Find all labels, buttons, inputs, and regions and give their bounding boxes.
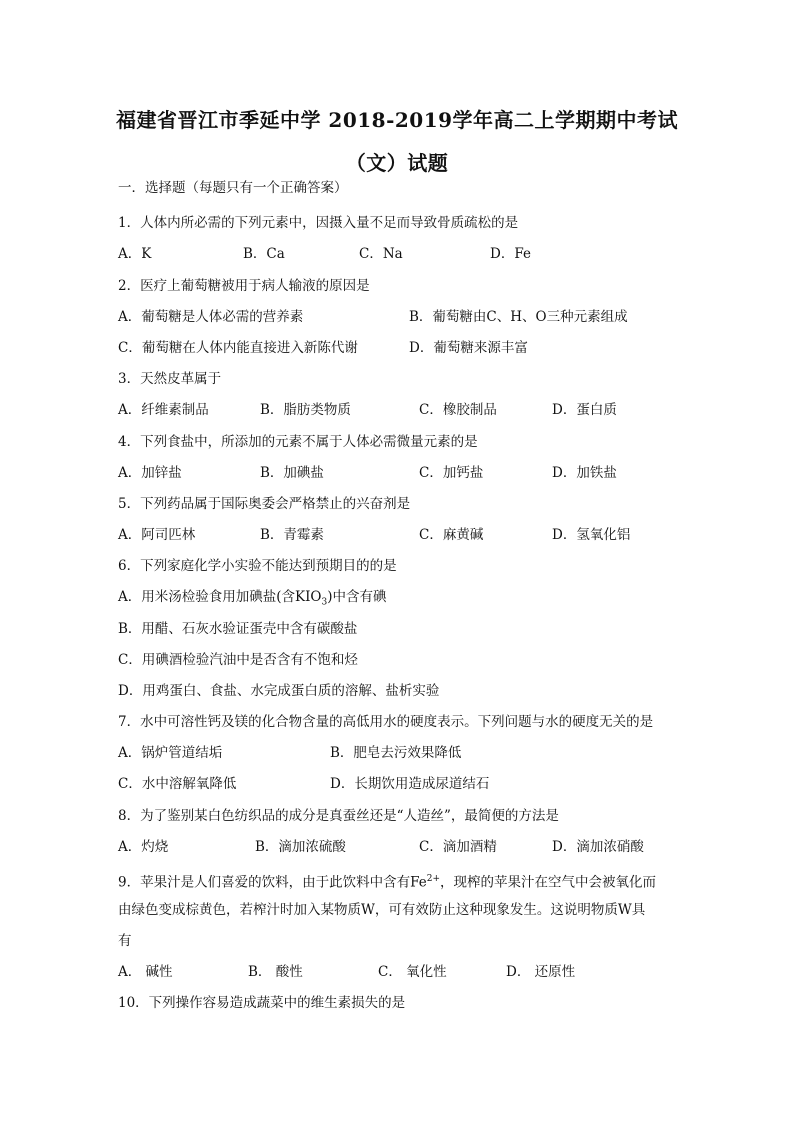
- question-9-option-c: C． 氧化性: [378, 964, 447, 980]
- question-5-option-d: D．氢氧化铝: [552, 527, 631, 543]
- question-1-option-d: D．Fe: [490, 246, 531, 262]
- question-9-stem-line1: 9．苹果汁是人们喜爱的饮料，由于此饮料中含有$Fe^{2+}$，现榨的苹果汁在空气中会被氧化而: [118, 874, 656, 891]
- question-10-stem: 10．下列操作容易造成蔬菜中的维生素损失的是: [118, 995, 406, 1011]
- question-5-stem: 5．下列药品属于国际奥委会严格禁止的兴奋剂是: [118, 496, 411, 512]
- question-4-option-c: C．加钙盐: [419, 465, 484, 481]
- question-6-stem: 6．下列家庭化学小实验不能达到预期目的的是: [118, 558, 397, 574]
- question-9-option-a: A． 碱性: [118, 964, 173, 980]
- question-2-option-b: B．葡萄糖由C、H、O三种元素组成: [409, 309, 628, 325]
- section-heading: 一．选择题（每题只有一个正确答案）: [118, 180, 348, 196]
- question-7-option-b: B．肥皂去污效果降低: [330, 745, 462, 761]
- question-6-option-a: A．用米汤检验食用加碘盐(含$KIO_3$)中含有碘: [118, 589, 387, 608]
- question-2-stem: 2．医疗上葡萄糖被用于病人输液的原因是: [118, 278, 370, 294]
- question-7-option-d: D．长期饮用造成尿道结石: [330, 776, 490, 792]
- question-5-option-c: C．麻黄碱: [419, 527, 484, 543]
- question-8-option-d: D．滴加浓硝酸: [552, 839, 644, 855]
- question-7-stem: 7．水中可溶性钙及镁的化合物含量的高低用水的硬度表示。下列问题与水的硬度无关的是: [118, 714, 654, 730]
- question-7-option-a: A．锅炉管道结垢: [118, 745, 223, 761]
- question-3-option-a: A．纤维素制品: [118, 402, 209, 418]
- question-5-option-a: A．阿司匹林: [118, 527, 196, 543]
- question-9-option-b: B． 酸性: [248, 964, 303, 980]
- question-4-option-b: B．加碘盐: [260, 465, 324, 481]
- question-9-option-d: D． 还原性: [506, 964, 576, 980]
- question-8-option-a: A．灼烧: [118, 839, 169, 855]
- question-7-option-c: C．水中溶解氧降低: [118, 776, 237, 792]
- question-3-option-b: B．脂肪类物质: [260, 402, 351, 418]
- question-6-option-d: D．用鸡蛋白、食盐、水完成蛋白质的溶解、盐析实验: [118, 683, 440, 699]
- question-4-option-a: A．加锌盐: [118, 465, 182, 481]
- question-9-stem-line2: 由绿色变成棕黄色，若榨汁时加入某物质W，可有效防止这种现象发生。这说明物质W具: [118, 902, 646, 918]
- question-4-stem: 4．下列食盐中，所添加的元素不属于人体必需微量元素的是: [118, 434, 478, 450]
- question-5-option-b: B．青霉素: [260, 527, 324, 543]
- question-1-option-b: B．Ca: [243, 246, 285, 262]
- question-6-option-b: B．用醋、石灰水验证蛋壳中含有碳酸盐: [118, 621, 358, 637]
- exam-title-line2: （文）试题: [345, 151, 449, 175]
- question-1-stem: 1．人体内所必需的下列元素中，因摄入量不足而导致骨质疏松的是: [118, 215, 519, 231]
- question-1-option-c: C．Na: [359, 246, 403, 262]
- question-4-option-d: D．加铁盐: [552, 465, 617, 481]
- question-3-option-c: C．橡胶制品: [419, 402, 497, 418]
- question-1-option-a: A．K: [118, 246, 152, 262]
- question-3-stem: 3．天然皮革属于: [118, 371, 222, 387]
- question-8-stem: 8．为了鉴别某白色纺织品的成分是真蚕丝还是“人造丝”，最简便的方法是: [118, 808, 559, 824]
- question-6-option-c: C．用碘酒检验汽油中是否含有不饱和烃: [118, 652, 358, 668]
- exam-title-line1: 福建省晋江市季延中学 2018-2019学年高二上学期期中考试: [115, 108, 679, 132]
- question-2-option-c: C．葡萄糖在人体内能直接进入新陈代谢: [118, 340, 358, 356]
- question-8-option-c: C．滴加酒精: [419, 839, 497, 855]
- question-2-option-a: A．葡萄糖是人体必需的营养素: [118, 309, 304, 325]
- question-2-option-d: D．葡萄糖来源丰富: [409, 340, 528, 356]
- question-8-option-b: B．滴加浓硫酸: [255, 839, 346, 855]
- question-9-stem-line3: 有: [118, 933, 132, 949]
- question-3-option-d: D．蛋白质: [552, 402, 617, 418]
